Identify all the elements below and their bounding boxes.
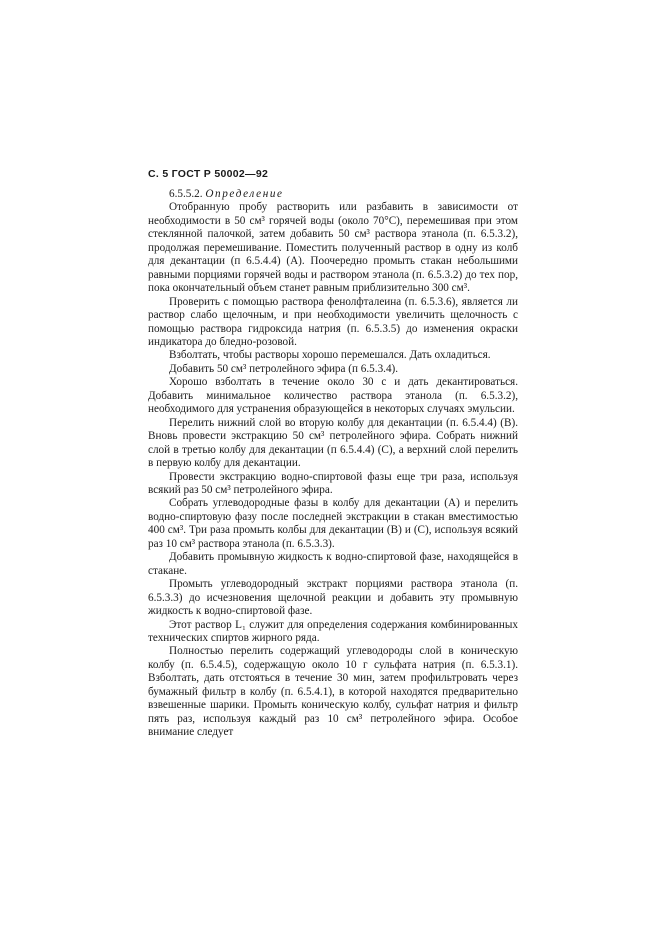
page-header: С. 5 ГОСТ Р 50002—92 xyxy=(148,168,269,180)
paragraph: Добавить 50 см³ петролейного эфира (п 6.5.3.4). xyxy=(169,362,399,375)
paragraph: Промыть углеводородный экстракт порциями раствора этанола (п. 6.5.3.3) до исчезновения щелочной реакции и добавить эту промывную жидкость к водно-спиртовой фазе. xyxy=(148,578,518,618)
paragraph: Отобранную пробу растворить или разбавить в зависимости от необходимости в 50 см³ горячей воды (около 70°С), перемешивая при этом стеклянной палочкой, затем добавить 50 см³ раствора этанола (п. 6.5.3.2), продолжая перемешивание. Поместить полученный раствор в одну из колб для декантации (п 6.5.4.4) (А). Поочередно промыть стакан небольшими равными порциями горячей воды и раствором этанола (п. 6.5.3.2) до тех пор, пока окончательный объем станет равным приблизительно 300 см³. xyxy=(148,201,518,295)
section-title: Определение xyxy=(205,188,284,200)
document-body xyxy=(148,188,518,740)
paragraph: Собрать углеводородные фазы в колбу для декантации (А) и перелить водно-спиртовую фазу после последней экстракции в стакан вместимостью 400 см³. Три раза промыть колбы для декантации (В) и (С), используя всякий раз 10 см³ раствора этанола (п. 6.5.3.3). xyxy=(148,497,518,550)
section-number: 6.5.5.2. xyxy=(169,188,203,200)
paragraph: Добавить промывную жидкость к водно-спиртовой фазе, находящейся в стакане. xyxy=(148,551,518,577)
paragraph: Этот раствор L₁ служит для определения содержания комбинированных технических спиртов жирного ряда. xyxy=(148,618,518,644)
paragraph: Взболтать, чтобы растворы хорошо перемешался. Дать охладиться. xyxy=(169,349,491,362)
paragraph: Провести экстракцию водно-спиртовой фазы еще три раза, используя всякий раз 50 см³ петролейного эфира. xyxy=(148,470,518,496)
section-heading xyxy=(148,188,518,201)
paragraph: Полностью перелить содержащий углеводороды слой в коническую колбу (п. 6.5.4.5), содержащую около 10 г сульфата натрия (п. 6.5.3.1). Взболтать, дать отстояться в течение 30 мин, затем профильтровать через бумажный фильтр в колбу (п. 6.5.4.1), в которой находятся предварительно взвешенные шарики. Промыть коническую колбу, сульфат натрия и фильтр пять раз, используя каждый раз 10 см³ петролейного эфира. Особое внимание следует xyxy=(148,645,518,739)
paragraph: Хорошо взболтать в течение около 30 с и дать декантироваться. Добавить минимальное количество раствора этанола (п. 6.5.3.2), необходимого для устранения образующейся в некоторых случаях эмульсии. xyxy=(148,376,518,416)
paragraph: Проверить с помощью раствора фенолфталеина (п. 6.5.3.6), является ли раствор слабо щелочным, и при необходимости увеличить щелочность с помощью раствора гидроксида натрия (п. 6.5.3.5) до изменения окраски индикатора до бледно-розовой. xyxy=(148,295,518,348)
paragraph: Перелить нижний слой во вторую колбу для декантации (п. 6.5.4.4) (В). Вновь провести экстракцию 50 см³ петролейного эфира. Собрать нижний слой в третью колбу для декантации (п 6.5.4.4) (С), а верхний слой перелить в первую колбу для декантации. xyxy=(148,416,518,470)
